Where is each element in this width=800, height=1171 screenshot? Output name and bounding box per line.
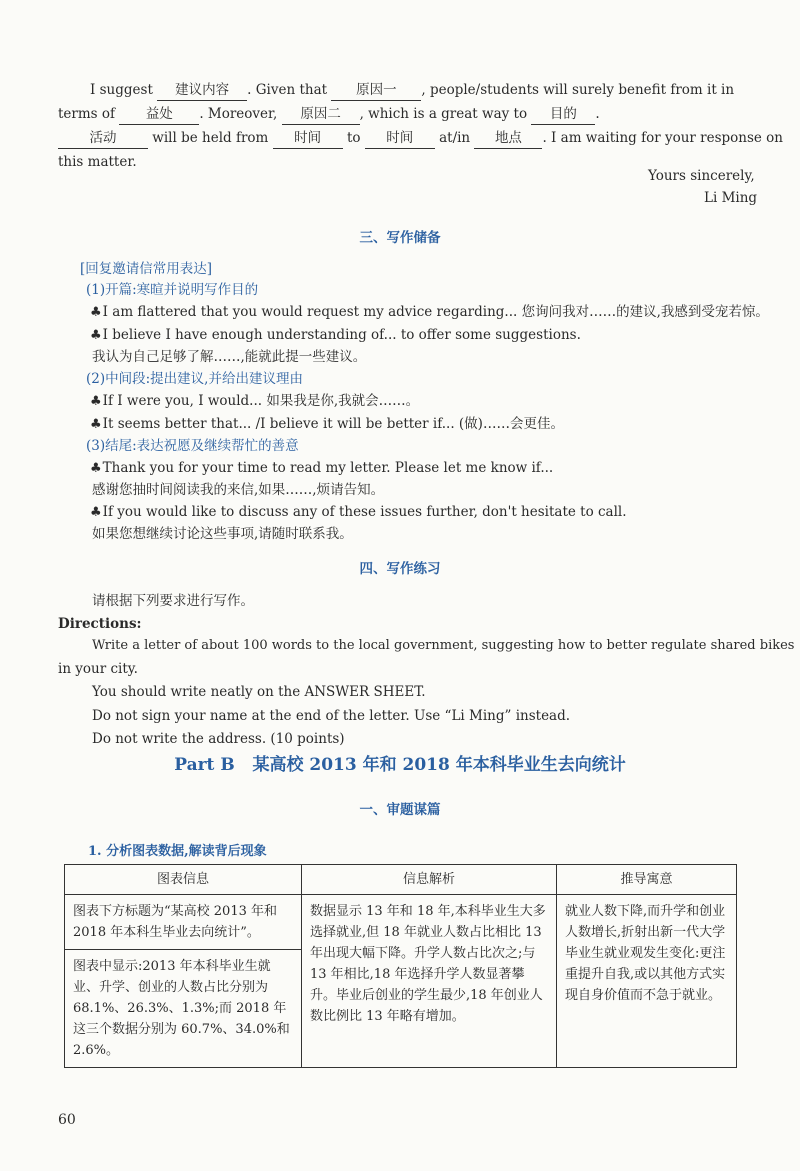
blank-time-from: 时间 [273, 128, 343, 149]
expression-item: ♣It seems better that... /I believe it will be better if... (做)……会更佳。 [90, 416, 564, 432]
club-icon: ♣ [90, 328, 102, 343]
column-header: 推导寓意 [557, 865, 737, 895]
blank-time-to: 时间 [365, 128, 435, 149]
section-title-analysis: 一、审题谋篇 [359, 802, 441, 818]
text: will be held from [152, 130, 269, 146]
heading-ending: (3)结尾:表达祝愿及继续帮忙的善意 [86, 438, 299, 454]
column-header: 信息解析 [302, 865, 557, 895]
table-row [65, 895, 737, 950]
club-icon: ♣ [90, 505, 102, 520]
direction-text: Write a letter of about 100 words to the local government, suggesting how to better regulate shared bikes [92, 638, 795, 653]
text: . Moreover, [199, 106, 278, 122]
text: , which is a great way to [359, 106, 528, 122]
directions-label: Directions: [58, 616, 142, 632]
text: . [595, 106, 600, 122]
expression-item: ♣I am flattered that you would request my advice regarding... 您询问我对……的建议,我感到受宠若惊。 [90, 304, 769, 320]
table-caption: 1. 分析图表数据,解读背后现象 [88, 844, 267, 859]
club-icon: ♣ [90, 417, 102, 432]
expression-item: ♣Thank you for your time to read my letter. Please let me know if... [90, 460, 554, 476]
expression-translation: 我认为自己足够了解……,能就此提一些建议。 [92, 349, 367, 365]
text: . I am waiting for your response on [542, 130, 784, 146]
expression-item: ♣If you would like to discuss any of these issues further, don't hesitate to call. [90, 504, 627, 520]
text: at/in [439, 130, 471, 146]
table-header-row [65, 865, 737, 895]
blank-purpose: 目的 [531, 104, 595, 125]
expression-translation: 如果您想继续讨论这些事项,请随时联系我。 [92, 526, 353, 542]
club-icon: ♣ [90, 461, 102, 476]
part-b-title: Part B 某高校 2013 年和 2018 年本科毕业生去向统计 [174, 755, 626, 775]
analysis-table [64, 864, 737, 1068]
heading-opening: (1)开篇:寒暄并说明写作目的 [86, 282, 259, 298]
subtitle-reply-expressions: [回复邀请信常用表达] [80, 261, 213, 277]
table-cell: 图表中显示:2013 年本科毕业生就业、升学、创业的人数占比分别为 68.1%、26.3%、1.3%;而 2018 年这三个数据分别为 60.7%、34.0%和 2.6%。 [65, 950, 302, 1068]
template-line-4: this matter. [58, 154, 137, 170]
text: I suggest [90, 82, 153, 98]
template-line-2 [58, 104, 600, 125]
direction-text: Do not sign your name at the end of the letter. Use “Li Ming” instead. [92, 708, 571, 724]
text: . Given that [247, 82, 328, 98]
text: terms of [58, 106, 116, 122]
table-cell: 图表下方标题为“某高校 2013 年和 2018 年本科生毕业去向统计”。 [65, 895, 302, 950]
text: , people/students will surely benefit from it in [421, 82, 735, 98]
expression-item: ♣I believe I have enough understanding of... to offer some suggestions. [90, 327, 581, 343]
blank-location: 地点 [474, 128, 542, 149]
page-number: 60 [58, 1112, 76, 1128]
template-line-1 [90, 80, 734, 101]
blank-activity: 活动 [58, 128, 148, 149]
expression-translation: 感谢您抽时间阅读我的来信,如果……,烦请告知。 [92, 482, 385, 498]
text: to [346, 130, 361, 146]
section-title-writing-practice: 四、写作练习 [359, 561, 441, 577]
blank-suggestion: 建议内容 [157, 80, 247, 101]
practice-intro: 请根据下列要求进行写作。 [92, 593, 254, 609]
blank-reason-two: 原因二 [282, 104, 360, 125]
direction-text: You should write neatly on the ANSWER SHEET. [92, 684, 426, 700]
direction-text: Do not write the address. (10 points) [92, 731, 345, 747]
closing: Yours sincerely, [648, 168, 755, 184]
signature: Li Ming [704, 190, 758, 206]
direction-text: in your city. [58, 661, 138, 677]
column-header: 图表信息 [65, 865, 302, 895]
table-cell: 数据显示 13 年和 18 年,本科毕业生大多选择就业,但 18 年就业人数占比相比 13 年出现大幅下降。升学人数占比次之;与 13 年相比,18 年选择升学人数显著攀升。毕业后创业的学生最少,18 年创业人数比例比 13 年略有增加。 [302, 895, 557, 1068]
club-icon: ♣ [90, 394, 102, 409]
section-title-writing-prep: 三、写作储备 [359, 230, 441, 246]
blank-reason-one: 原因一 [331, 80, 421, 101]
heading-middle: (2)中间段:提出建议,并给出建议理由 [86, 371, 303, 387]
expression-item: ♣If I were you, I would... 如果我是你,我就会……。 [90, 393, 420, 409]
template-line-3 [58, 128, 783, 149]
blank-benefit: 益处 [119, 104, 199, 125]
table-cell: 就业人数下降,而升学和创业人数增长,折射出新一代大学毕业生就业观发生变化:更注重提升自我,或以其他方式实现自身价值而不急于就业。 [557, 895, 737, 1068]
club-icon: ♣ [90, 305, 102, 320]
